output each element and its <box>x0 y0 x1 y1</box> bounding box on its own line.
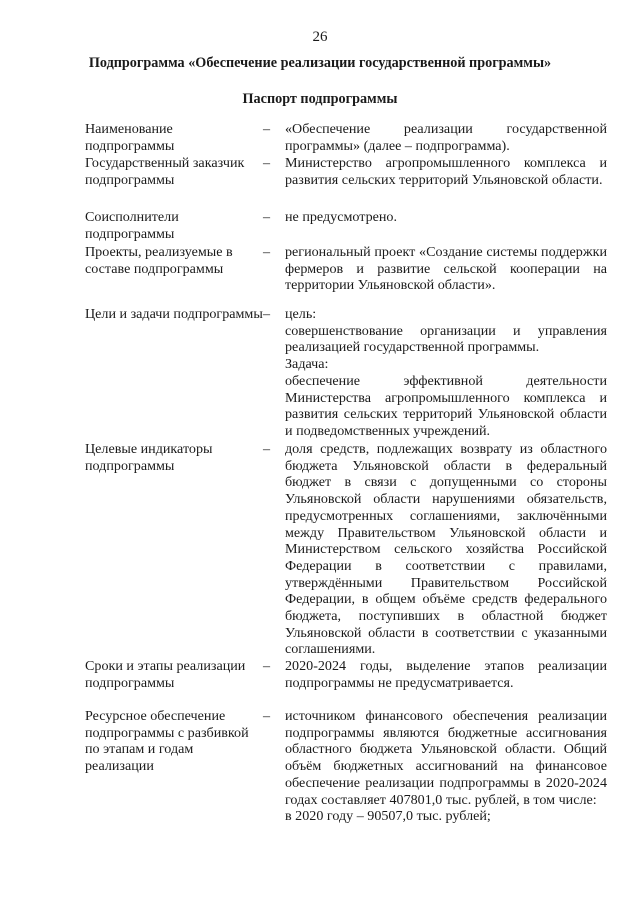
row-dash: – <box>263 658 271 674</box>
row-dash: – <box>263 244 271 260</box>
value-paragraph: цель: <box>285 306 317 322</box>
page-number: 26 <box>312 29 328 45</box>
row-label: Ресурсное обеспечение подпрограммы с разбивкой по этапам и годам реализации <box>85 708 249 775</box>
row-label: Целевые индикаторы подпрограммы <box>85 441 213 474</box>
row-label: Цели и задачи подпрограммы <box>85 306 263 322</box>
row-dash: – <box>263 708 271 724</box>
value-paragraph: источником финансового обеспечения реализации подпрограммы являются бюджетные ассигнования областного бюджета Ульяновской области. Общий объём бюджетных ассигнований на финансовое обеспечение реализации подпрограммы в 2020-2024 годах составляет 407801,0 тыс. рублей, в том числе: <box>285 708 607 808</box>
program-title: Подпрограмма «Обеспечение реализации государственной программы» <box>88 55 552 71</box>
row-label: Соисполнители подпрограммы <box>85 209 179 242</box>
passport-table <box>85 121 607 825</box>
row-label: Проекты, реализуемые в составе подпрограммы <box>85 244 233 277</box>
row-value <box>285 658 607 696</box>
row-value <box>285 155 607 205</box>
row-terms <box>85 658 607 696</box>
row-dash: – <box>263 155 271 171</box>
row-dash: – <box>263 441 271 457</box>
row-resources <box>85 708 607 825</box>
value-paragraph: обеспечение эффективной деятельности Министерства агропромышленного комплекса и развития сельских территорий Ульяновской области и подведомственных учреждений. <box>285 372 607 439</box>
value-paragraph: Задача: <box>285 356 329 373</box>
value-paragraph: 2020-2024 годы, выделение этапов реализации подпрограммы не предусматривается. <box>285 658 607 691</box>
value-paragraph: «Обеспечение реализации государственной программы» (далее – подпрограмма). <box>285 121 607 154</box>
row-label: Сроки и этапы реализации подпрограммы <box>85 658 246 691</box>
row-label: Государственный заказчик подпрограммы <box>85 155 245 188</box>
value-paragraph: региональный проект «Создание системы поддержки фермеров и развитие сельской кооперации на территории Ульяновской области». <box>285 244 607 294</box>
row-value <box>285 121 607 154</box>
value-paragraph: не предусмотрено. <box>285 209 397 225</box>
row-name <box>85 121 607 154</box>
row-dash: – <box>263 306 271 322</box>
row-value <box>285 708 607 825</box>
value-paragraph: доля средств, подлежащих возврату из областного бюджета Ульяновской области в федеральный бюджет в связи с допущенными со стороны Ульяновской области нарушениями обязательств, предусмотренных соглашениями, заключёнными между Правительством Ульяновской области и Министерством сельского хозяйства Российской Федерации в соответствии с правилами, утверждёнными Правительством Российской Федерации, в общем объёме средств федерального бюджета, поступивших в областной бюджет Ульяновской области в соответствии с указанными соглашениями. <box>285 441 607 658</box>
row-label: Наименование подпрограммы <box>85 121 175 154</box>
passport-title: Паспорт подпрограммы <box>242 91 398 107</box>
row-indicators <box>85 441 607 657</box>
row-coexecutors <box>85 209 607 243</box>
row-value <box>285 441 607 657</box>
row-customer <box>85 155 607 205</box>
row-value <box>285 244 607 294</box>
value-paragraph: совершенствование организации и управления реализацией государственной программы. <box>285 322 607 356</box>
row-dash: – <box>263 121 271 137</box>
row-value <box>285 306 607 440</box>
row-dash: – <box>263 209 271 225</box>
value-paragraph: Министерство агропромышленного комплекса и развития сельских территорий Ульяновской области. <box>285 155 607 188</box>
row-projects <box>85 244 607 294</box>
row-value <box>285 209 607 243</box>
value-paragraph: в 2020 году – 90507,0 тыс. рублей; <box>285 808 491 825</box>
row-goals <box>85 306 607 440</box>
